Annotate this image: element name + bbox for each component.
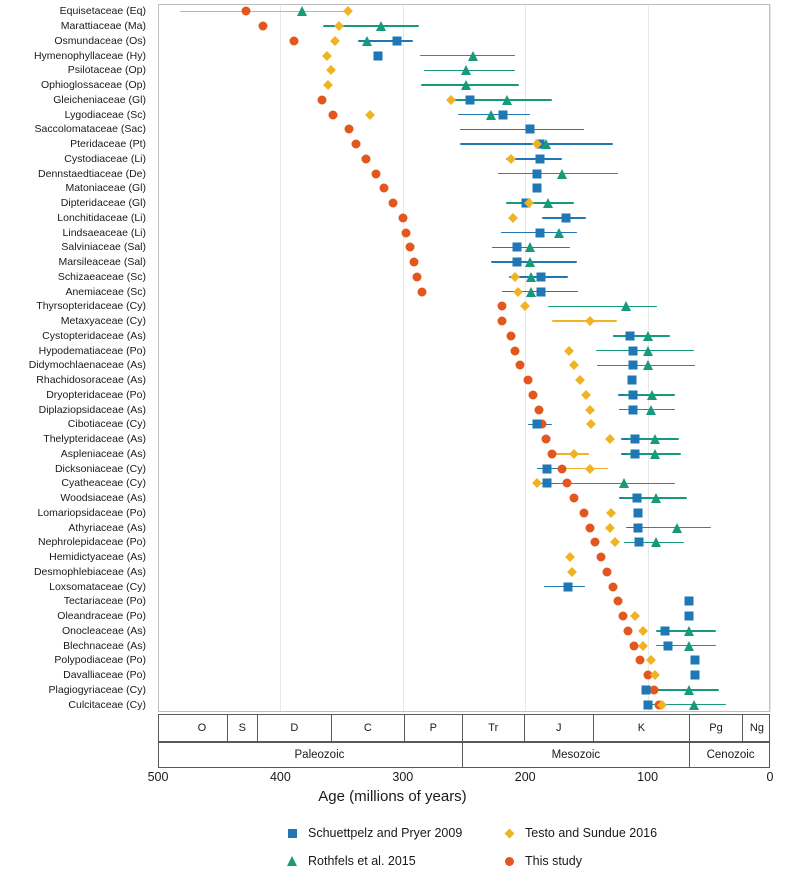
y-axis-label: Cystodiaceae (Li) [64,152,146,165]
y-axis-label: Oleandraceae (Po) [57,610,146,623]
era-cell: Cenozoic [706,749,755,761]
period-cell: C [332,715,405,741]
y-axis-label: Salviniaceae (Sal) [61,241,146,254]
y-axis-label: Nephrolepidaceae (Po) [38,536,146,549]
y-axis-label: Dryopteridaceae (Po) [46,388,146,401]
x-tick-label: 100 [637,770,659,784]
y-axis-label: Gleicheniaceae (Gl) [53,93,146,106]
y-axis-label: Polypodiaceae (Po) [54,654,146,667]
y-axis-label: Dennstaedtiaceae (De) [38,167,146,180]
triangle-marker-icon [283,854,301,868]
period-cell: Ng [749,722,764,734]
legend-item-testo [500,826,657,840]
x-tick-label: 300 [392,770,414,784]
y-axis-label: Schizaeaceae (Sc) [57,270,146,283]
y-axis-label: Loxsomataceae (Cy) [49,580,146,593]
y-axis-label: Dicksoniaceae (Cy) [54,462,146,475]
x-tick-label: 200 [514,770,536,784]
y-axis-label: Lindsaeaceae (Li) [62,226,146,239]
diamond-marker-icon [500,826,518,840]
legend-item-rothfels [283,854,416,868]
circle-marker-icon [500,854,518,868]
period-cell: K [594,715,691,741]
legend-label: Schuettpelz and Pryer 2009 [308,826,463,840]
y-axis-label: Psilotaceae (Op) [67,64,146,77]
y-axis-label: Equisetaceae (Eq) [59,5,146,18]
y-axis-label: Tectariaceae (Po) [63,595,146,608]
period-cell: O [177,715,227,741]
gridline [770,4,771,712]
era-cell: Mesozoic [463,743,691,767]
x-tick-label: 500 [147,770,169,784]
y-axis-label: Athyriaceae (As) [68,521,146,534]
y-axis-label: Davalliaceae (Po) [63,669,146,682]
legend-label: This study [525,854,582,868]
y-axis-label: Lygodiaceae (Sc) [64,108,146,121]
y-axis-label: Rhachidosoraceae (As) [36,374,146,387]
y-axis-label: Hypodematiaceae (Po) [38,344,146,357]
square-marker-icon [283,826,301,840]
y-axis-label: Hemidictyaceae (As) [49,551,146,564]
period-cell: Tr [463,715,525,741]
y-axis-label: Cyatheaceae (Cy) [61,477,146,490]
geologic-era-band [158,742,770,768]
y-axis-label: Marattiaceae (Ma) [60,20,146,33]
y-axis-label: Blechnaceae (As) [63,639,146,652]
y-axis-label: Didymochlaenaceae (As) [28,359,146,372]
period-cell: Pg [690,715,743,741]
era-cell: Paleozoic [177,743,462,767]
y-axis-label: Woodsiaceae (As) [60,492,146,505]
y-axis-label: Osmundaceae (Os) [54,34,146,47]
x-tick-label: 0 [766,770,774,784]
y-axis-label: Dipteridaceae (Gl) [60,197,146,210]
y-axis-label: Onocleaceae (As) [61,624,146,637]
period-cell: S [228,715,259,741]
y-axis-label: Lonchitidaceae (Li) [57,211,146,224]
period-cell: J [525,715,594,741]
y-axis-category-labels [0,4,152,712]
y-axis-label: Plagiogyriaceae (Cy) [48,683,146,696]
y-axis-label: Matoniaceae (Gl) [65,182,146,195]
x-axis-title: Age (millions of years) [318,788,467,805]
y-axis-label: Lomariopsidaceae (Po) [37,506,146,519]
y-axis-label: Cibotiaceae (Cy) [67,418,146,431]
geologic-period-band [158,714,770,742]
legend-item-this-study [500,854,582,868]
y-axis-label: Desmophlebiaceae (As) [33,565,146,578]
y-axis-label: Marsileaceae (Sal) [58,256,146,269]
y-axis-label: Cystopteridaceae (As) [42,329,146,342]
y-axis-label: Saccolomataceae (Sac) [34,123,146,136]
y-axis-label: Metaxyaceae (Cy) [60,315,146,328]
period-cell: P [405,715,463,741]
period-cell: D [258,715,331,741]
legend-item-schuettpelz [283,826,462,840]
y-axis-label: Ophioglossaceae (Op) [40,79,146,92]
x-tick-label: 400 [269,770,291,784]
y-axis-label: Thyrsopteridaceae (Cy) [36,300,146,313]
legend-label: Testo and Sundue 2016 [525,826,658,840]
plot-border [158,4,770,712]
y-axis-label: Culcitaceae (Cy) [68,698,146,711]
y-axis-label: Hymenophyllaceae (Hy) [33,49,146,62]
y-axis-label: Pteridaceae (Pt) [70,138,146,151]
legend-label: Rothfels et al. 2015 [308,854,416,868]
y-axis-label: Diplaziopsidaceae (As) [38,403,146,416]
y-axis-label: Anemiaceae (Sc) [65,285,146,298]
y-axis-label: Aspleniaceae (As) [60,447,146,460]
y-axis-label: Thelypteridaceae (As) [43,433,146,446]
